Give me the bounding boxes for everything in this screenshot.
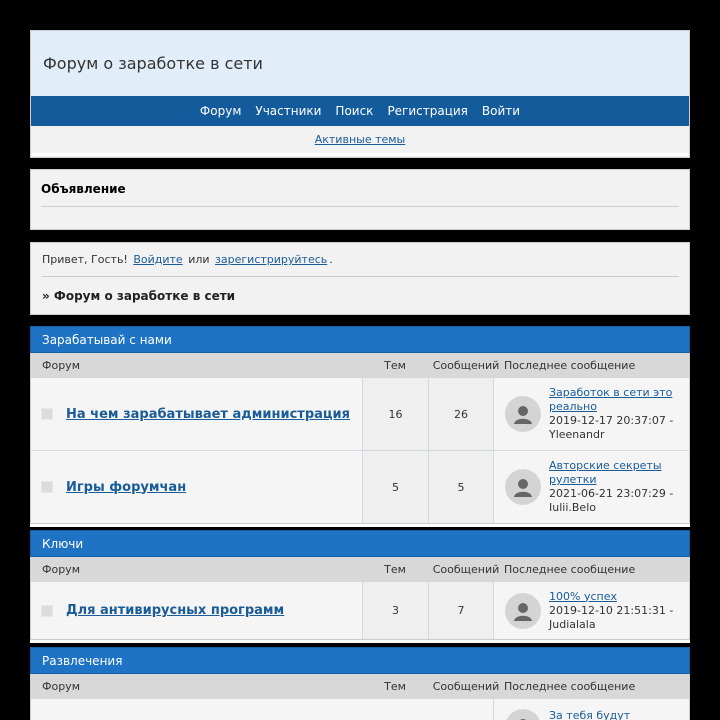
forum-status-icon bbox=[41, 605, 53, 617]
forum-status-icon bbox=[41, 481, 53, 493]
forum-link[interactable]: Игры форумчан bbox=[66, 479, 187, 495]
column-headers bbox=[30, 353, 690, 377]
col-posts: Сообщений bbox=[432, 562, 500, 576]
category-bottom bbox=[30, 639, 690, 643]
forum-cell bbox=[31, 451, 362, 523]
nav-login[interactable]: Войти bbox=[481, 104, 521, 118]
col-posts: Сообщений bbox=[432, 358, 500, 372]
topics-count-cell bbox=[362, 378, 428, 450]
posts-count-cell bbox=[428, 378, 493, 450]
last-post-user: Yleenandr bbox=[549, 428, 605, 441]
last-post-cell bbox=[493, 378, 689, 450]
category-title[interactable]: Развлечения bbox=[30, 647, 690, 674]
forum-cell bbox=[31, 378, 362, 450]
forum-status-icon bbox=[41, 408, 53, 420]
category-earn bbox=[30, 326, 690, 527]
col-topics: Тем bbox=[384, 679, 406, 693]
last-post-cell bbox=[493, 451, 689, 523]
dot-text: . bbox=[329, 253, 333, 266]
last-post-info bbox=[549, 709, 630, 720]
last-post-user: Iulii.Belo bbox=[549, 501, 596, 514]
category-title[interactable]: Ключи bbox=[30, 530, 690, 557]
greeting-text: Привет, Гость! bbox=[42, 253, 128, 266]
column-headers bbox=[30, 557, 690, 581]
announcement-box bbox=[30, 169, 690, 230]
last-post-cell bbox=[493, 582, 689, 639]
forum-header bbox=[30, 30, 690, 158]
main-nav bbox=[31, 96, 689, 126]
col-forum: Форум bbox=[42, 358, 80, 372]
forum-link[interactable]: На чем зарабатывает администрация bbox=[66, 406, 351, 422]
last-post-date: 2019-12-17 20:37:07 - bbox=[549, 414, 674, 427]
site-title[interactable]: Форум о заработке в сети bbox=[43, 54, 263, 73]
user-avatar-icon bbox=[505, 396, 541, 432]
col-last-post: Последнее сообщение bbox=[504, 679, 636, 693]
last-post-info bbox=[549, 590, 673, 632]
login-link[interactable]: Войдите bbox=[133, 253, 183, 266]
category-entertainment bbox=[30, 647, 690, 720]
topics-count: 16 bbox=[388, 407, 403, 421]
posts-count-cell bbox=[428, 582, 493, 639]
breadcrumb: » Форум о заработке в сети bbox=[42, 289, 236, 303]
category-keys bbox=[30, 530, 690, 643]
col-topics: Тем bbox=[384, 358, 406, 372]
nav-members[interactable]: Участники bbox=[255, 104, 322, 118]
last-post-cell bbox=[493, 699, 689, 720]
forum-row bbox=[30, 377, 690, 450]
category-bottom bbox=[30, 523, 690, 527]
divider bbox=[41, 206, 679, 207]
or-text: или bbox=[188, 253, 210, 266]
last-post-info bbox=[549, 459, 689, 515]
welcome-line bbox=[42, 253, 679, 266]
topics-count-cell bbox=[362, 582, 428, 639]
col-forum: Форум bbox=[42, 679, 80, 693]
posts-count-cell bbox=[428, 451, 493, 523]
active-topics-link[interactable]: Активные темы bbox=[314, 133, 406, 146]
nav-forum[interactable]: Форум bbox=[199, 104, 242, 118]
divider bbox=[42, 276, 679, 277]
posts-count: 7 bbox=[457, 604, 465, 617]
forum-cell bbox=[31, 582, 362, 639]
column-headers bbox=[30, 674, 690, 698]
sub-nav bbox=[31, 126, 689, 156]
last-post-date: 2019-12-10 21:51:31 - bbox=[549, 603, 674, 617]
announcement-title: Объявление bbox=[41, 182, 126, 196]
last-post-date: 2021-06-21 23:07:29 - bbox=[549, 487, 674, 500]
col-last-post: Последнее сообщение bbox=[504, 562, 636, 576]
last-post-link[interactable]: За тебя будут bbox=[549, 709, 631, 720]
col-topics: Тем bbox=[384, 562, 406, 576]
user-avatar-icon bbox=[505, 593, 541, 629]
title-bar bbox=[31, 31, 689, 96]
topics-count-cell bbox=[362, 451, 428, 523]
nav-search[interactable]: Поиск bbox=[335, 104, 374, 118]
category-title[interactable]: Зарабатывай с нами bbox=[30, 326, 690, 353]
col-last-post: Последнее сообщение bbox=[504, 358, 636, 372]
last-post-user: Judialala bbox=[549, 617, 596, 631]
last-post-link[interactable]: Авторские секреты рулетки bbox=[549, 459, 662, 486]
welcome-box bbox=[30, 242, 690, 315]
user-avatar-icon bbox=[505, 709, 541, 720]
last-post-link[interactable]: Заработок в сети это реально bbox=[549, 386, 673, 413]
nav-register[interactable]: Регистрация bbox=[387, 104, 468, 118]
forum-row bbox=[30, 450, 690, 523]
forum-row bbox=[30, 698, 690, 720]
col-posts: Сообщений bbox=[432, 679, 500, 693]
last-post-link[interactable]: 100% успех bbox=[549, 589, 617, 603]
forum-link[interactable]: Для антивирусных программ bbox=[66, 603, 285, 618]
col-forum: Форум bbox=[42, 562, 80, 576]
posts-count: 5 bbox=[457, 480, 465, 494]
last-post-info bbox=[549, 386, 689, 442]
topics-count: 5 bbox=[392, 480, 399, 494]
posts-count: 26 bbox=[454, 407, 468, 421]
register-link[interactable]: зарегистрируйтесь bbox=[215, 253, 328, 266]
topics-count: 3 bbox=[392, 604, 399, 617]
user-avatar-icon bbox=[505, 469, 541, 505]
forum-row bbox=[30, 581, 690, 639]
